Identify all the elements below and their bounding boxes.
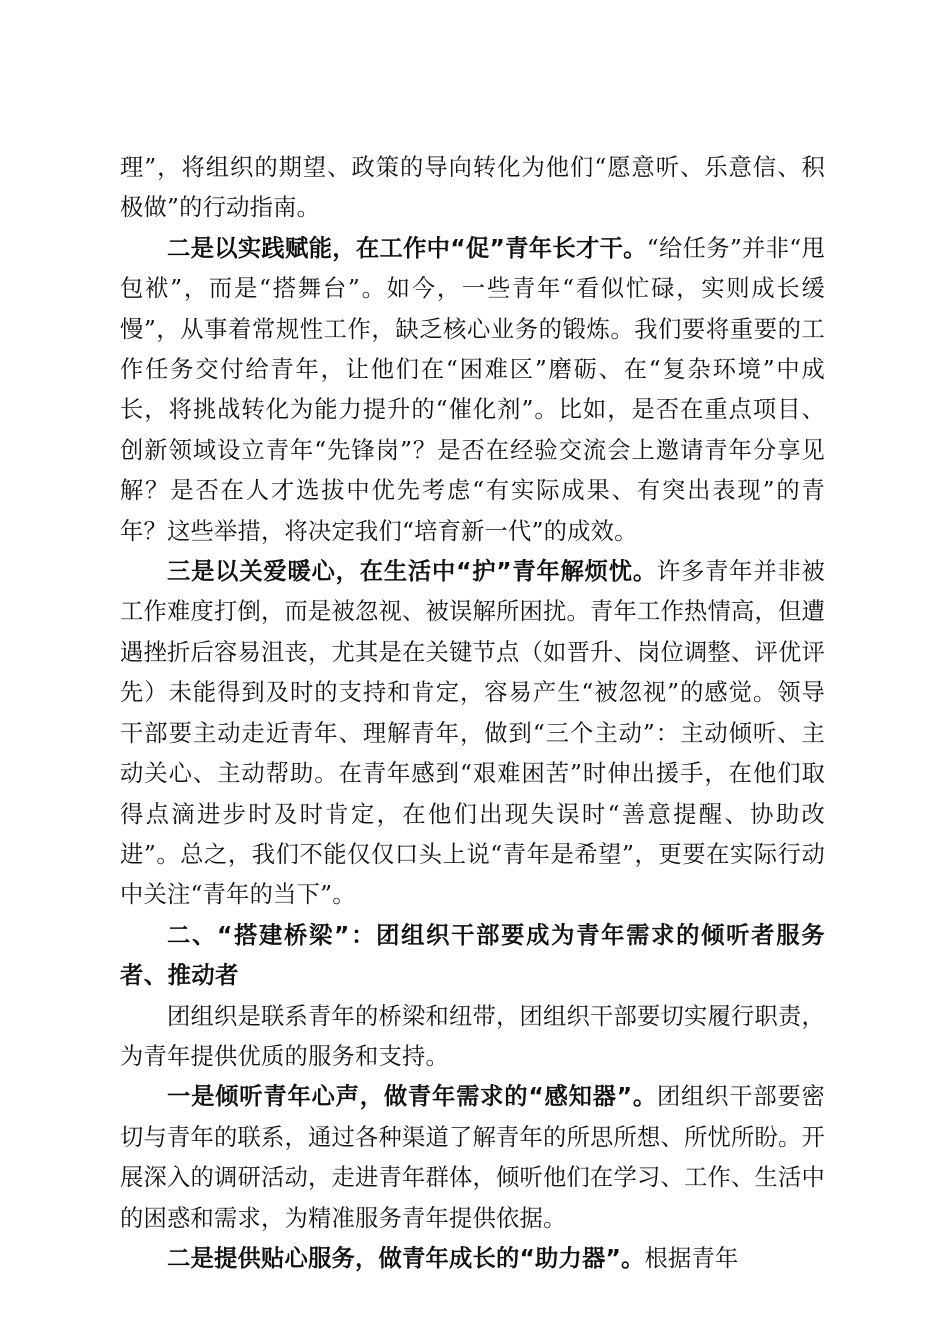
paragraph-5-text: 团组织干部要密切与青年的联系，通过各种渠道了解青年的所思所想、所忧所盼。开展深入的调研活动，走进青年群体，倾听他们在学习、工作、生活中的困惑和需求，为精准服务青年提供依据。 (120, 1083, 825, 1232)
paragraph-4 (120, 997, 825, 1078)
paragraph-2-text: “给任务”并非“甩包袱”，而是“搭舞台”。如今，一些青年“看似忙碌，实则成长缓慢”，从事着常规性工作，缺乏核心业务的锻炼。我们要将重要的工作任务交付给青年，让他们在“困难区”磨砺、在“复杂环境”中成长，将挑战转化为能力提升的“催化剂”。比如，是否在重点项目、创新领域设立青年“先锋岗”？是否在经验交流会上邀请青年分享见解？是否在人才选拔中优先考虑“有实际成果、有突出表现”的青年？这些举措，将决定我们“培育新一代”的成效。 (120, 234, 825, 545)
paragraph-3 (120, 552, 825, 916)
paragraph-6-lead: 二是提供贴心服务，做青年成长的“助力器”。 (167, 1244, 645, 1272)
paragraph-1-text: 理”，将组织的期望、政策的导向转化为他们“愿意听、乐意信、积极做”的行动指南。 (120, 154, 825, 222)
section-heading: 二、“搭建桥梁”：团组织干部要成为青年需求的倾听者服务者、推动者 (120, 921, 825, 990)
paragraph-4-text: 团组织是联系青年的桥梁和纽带，团组织干部要切实履行职责，为青年提供优质的服务和支持。 (120, 1002, 825, 1070)
paragraph-3-lead: 三是以关爱暖心，在生活中“护”青年解烦忧。 (167, 558, 657, 586)
paragraph-2 (120, 229, 825, 552)
paragraph-6 (120, 1239, 825, 1279)
paragraph-5 (120, 1077, 825, 1239)
paragraph-2-lead: 二是以实践赋能，在工作中“促”青年长才干。 (167, 234, 647, 262)
paragraph-3-text: 许多青年并非被工作难度打倒，而是被忽视、被误解所困扰。青年工作热情高，但遭遇挫折后容易沮丧，尤其是在关键节点（如晋升、岗位调整、评优评先）未能得到及时的支持和肯定，容易产生“被忽视”的感觉。领导干部要主动走近青年、理解青年，做到“三个主动”：主动倾听、主动关心、主动帮助。在青年感到“艰难困苦”时伸出援手，在他们取得点滴进步时及时肯定，在他们出现失误时“善意提醒、协助改进”。总之，我们不能仅仅口头上说“青年是希望”，更要在实际行动中关注“青年的当下”。 (120, 558, 825, 909)
paragraph-1 (120, 148, 825, 229)
document-page (120, 148, 825, 1279)
paragraph-5-lead: 一是倾听青年心声，做青年需求的“感知器”。 (167, 1083, 657, 1111)
paragraph-6-text: 根据青年 (644, 1244, 739, 1272)
